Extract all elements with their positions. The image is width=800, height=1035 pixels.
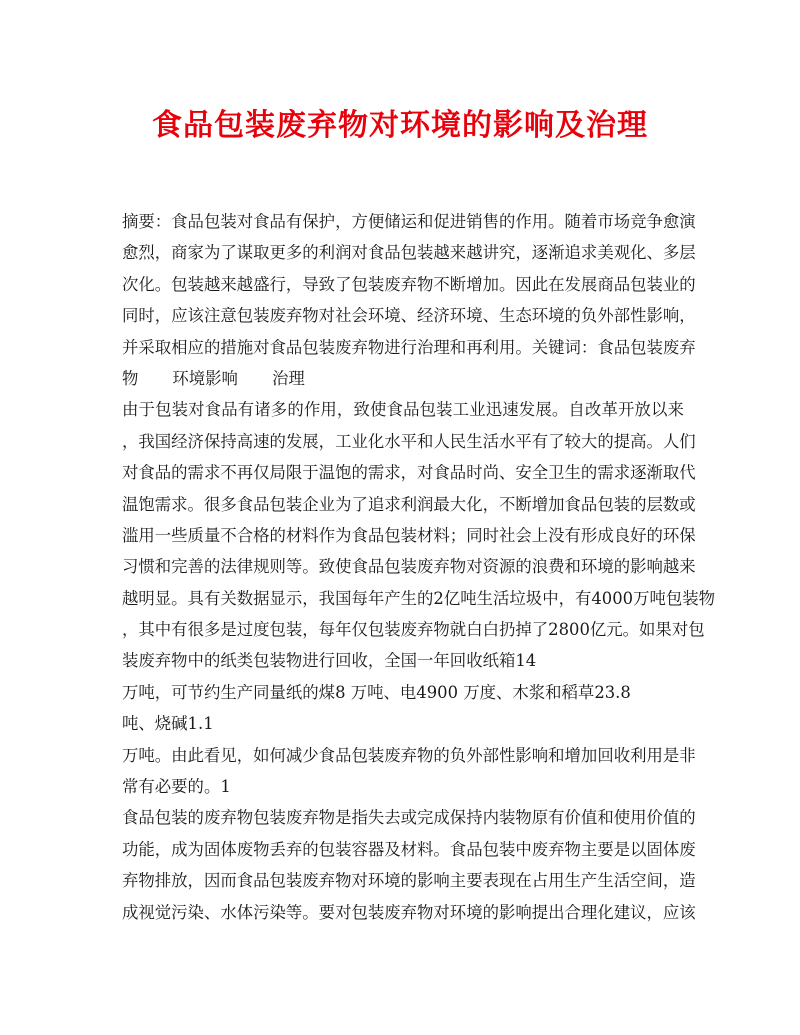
keyword: 环境影响 — [172, 368, 238, 388]
text-line: ，其中有很多是过度包装，每年仅包装废弃物就白白扔掉了2800亿元。如果对包 — [122, 620, 705, 640]
text-line: 弃物排放，因而食品包装废弃物对环境的影响主要表现在占用生产生活空间，造 — [122, 871, 696, 891]
text-line: 食品包装的废弃物包装废弃物是指失去或完成保持内装物原有价值和使用价值的 — [122, 808, 696, 828]
text-line: 吨、烧碱1.1 — [122, 714, 214, 734]
keyword: 治理 — [271, 368, 305, 388]
text-line: 装废弃物中的纸类包装物进行回收，全国一年回收纸箱14 — [122, 651, 537, 671]
text-line: 由于包装对食品有诸多的作用，致使食品包装工业迅速发展。自改革开放以来 — [122, 400, 684, 420]
text-line: 万吨。由此看见，如何减少食品包装废弃物的负外部性影响和增加回收利用是非 — [122, 745, 696, 765]
text-line: 并采取相应的措施对食品包装废弃物进行治理和再利用。关键词：食品包装废弃 — [122, 337, 696, 357]
text-line: ，我国经济保持高速的发展，工业化水平和人民生活水平有了较大的提高。人们 — [122, 431, 696, 451]
document-title: 食品包装废弃物对环境的影响及治理 — [152, 108, 648, 143]
text-line: 同时，应该注意包装废弃物对社会环境、经济环境、生态环境的负外部性影响， — [122, 306, 696, 326]
keyword: 物 — [122, 368, 139, 388]
text-line: 对食品的需求不再仅局限于温饱的需求，对食品时尚、安全卫生的需求逐渐取代 — [122, 463, 696, 483]
text-line: 愈烈，商家为了谋取更多的利润对食品包装越来越讲究，逐渐追求美观化、多层 — [122, 243, 696, 263]
text-line: 成视觉污染、水体污染等。要对包装废弃物对环境的影响提出合理化建议，应该 — [122, 902, 696, 922]
text-line: 越明显。具有关数据显示，我国每年产生的2亿吨生活垃圾中，有4000万吨包装物 — [122, 588, 716, 608]
text-line: 次化。包装越来越盛行，导致了包装废弃物不断增加。因此在发展商品包装业的 — [122, 274, 696, 294]
text-line: 滥用一些质量不合格的材料作为食品包装材料；同时社会上没有形成良好的环保 — [122, 525, 696, 545]
text-line: 习惯和完善的法律规则等。致使食品包装废弃物对资源的浪费和环境的影响越来 — [122, 557, 696, 577]
text-line: 常有必要的。1 — [122, 777, 231, 797]
text-line: 摘要：食品包装对食品有保护，方便储运和促进销售的作用。随着市场竞争愈演 — [122, 212, 696, 231]
document-body — [122, 206, 716, 928]
keywords-line — [122, 363, 684, 394]
text-line: 功能，成为固体废物丢弃的包装容器及材料。食品包装中废弃物主要是以固体废 — [122, 839, 696, 859]
text-line: 温饱需求。很多食品包装企业为了追求利润最大化，不断增加食品包装的层数或 — [122, 494, 696, 514]
text-line: 万吨，可节约生产同量纸的煤8 万吨、电4900 万度、木浆和稻草23.8 — [122, 682, 631, 702]
